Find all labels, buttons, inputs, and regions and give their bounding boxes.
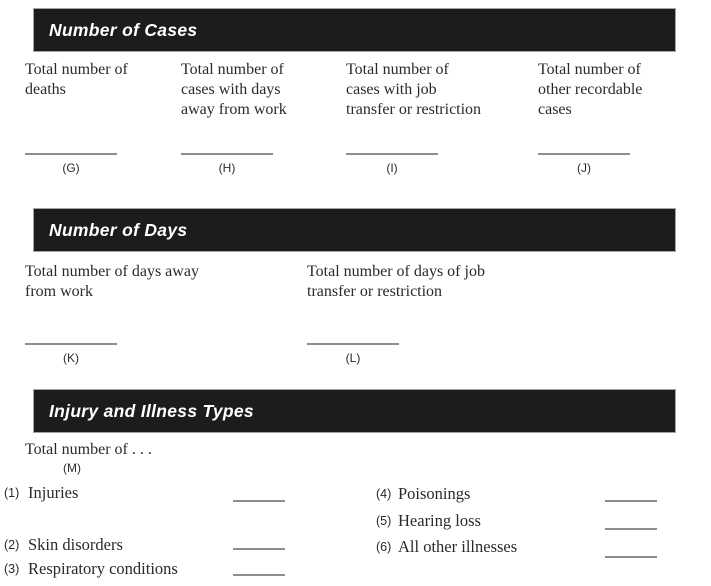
field-label-line: transfer or restriction — [307, 283, 443, 300]
field-label-line: deaths — [25, 81, 66, 98]
type-row-poisonings — [0, 484, 711, 508]
type-label: All other illnesses — [398, 537, 518, 556]
days-job-transfer-blank-field[interactable] — [307, 343, 399, 345]
type-number: (2) — [4, 538, 20, 552]
type-row-all-other-illnesses — [0, 537, 711, 561]
type-label: Hearing loss — [398, 511, 481, 530]
section-header-injury-illness-types — [33, 389, 676, 433]
type-label: Poisonings — [398, 484, 471, 503]
field-label-line: cases with job — [346, 81, 437, 98]
other-recordable-blank-field[interactable] — [538, 153, 630, 155]
field-label-line: cases with days — [181, 81, 281, 98]
all-other-illnesses-blank-field[interactable] — [605, 556, 657, 558]
field-group-cases-job-transfer — [346, 60, 482, 175]
type-number: (3) — [4, 562, 20, 576]
section-header-number-of-cases — [33, 8, 676, 52]
total-deaths-blank-field[interactable] — [25, 153, 117, 155]
field-group-cases-days-away — [181, 60, 287, 175]
field-letter-k: (K) — [63, 351, 79, 365]
field-label-line: Total number of days of job — [307, 263, 485, 280]
field-group-total-deaths — [25, 60, 128, 175]
type-label: Skin disorders — [28, 535, 123, 554]
field-group-days-away — [25, 262, 199, 365]
cases-days-away-blank-field[interactable] — [181, 153, 273, 155]
cases-job-transfer-blank-field[interactable] — [346, 153, 438, 155]
type-number: (5) — [376, 514, 392, 528]
field-label-line: cases — [538, 101, 572, 118]
field-letter-i: (I) — [386, 161, 398, 175]
poisonings-blank-field[interactable] — [605, 500, 657, 502]
field-label-line: Total number of — [181, 61, 284, 78]
hearing-loss-blank-field[interactable] — [605, 528, 657, 530]
section-header-number-of-days — [33, 208, 676, 252]
field-label-line: Total number of — [25, 61, 128, 78]
type-label: Respiratory conditions — [28, 559, 178, 578]
days-away-blank-field[interactable] — [25, 343, 117, 345]
types-intro-label: Total number of . . . — [25, 441, 152, 458]
field-group-days-job-transfer — [307, 262, 485, 365]
type-number: (6) — [376, 540, 392, 554]
type-number: (1) — [4, 486, 20, 500]
field-label-line: Total number of — [538, 61, 641, 78]
section-title-number-of-days: Number of Days — [49, 219, 188, 240]
field-letter-j: (J) — [577, 161, 591, 175]
field-label-line: Total number of days away — [25, 263, 199, 280]
field-letter-l: (L) — [345, 351, 361, 365]
type-number: (4) — [376, 487, 392, 501]
field-label-line: away from work — [181, 101, 287, 118]
type-row-respiratory-conditions — [0, 559, 711, 583]
type-label: Injuries — [28, 483, 79, 502]
section-title-number-of-cases: Number of Cases — [49, 19, 198, 40]
field-group-other-recordable — [538, 60, 643, 175]
field-label-line: from work — [25, 283, 93, 300]
field-letter-g: (G) — [62, 161, 80, 175]
field-letter-h: (H) — [218, 161, 236, 175]
field-label-line: Total number of — [346, 61, 449, 78]
type-row-hearing-loss — [0, 511, 711, 535]
field-label-line: other recordable — [538, 81, 643, 98]
respiratory-conditions-blank-field[interactable] — [233, 574, 285, 576]
section-title-injury-illness-types: Injury and Illness Types — [49, 400, 254, 421]
field-letter-m: (M) — [63, 461, 81, 475]
field-label-line: transfer or restriction — [346, 101, 482, 118]
